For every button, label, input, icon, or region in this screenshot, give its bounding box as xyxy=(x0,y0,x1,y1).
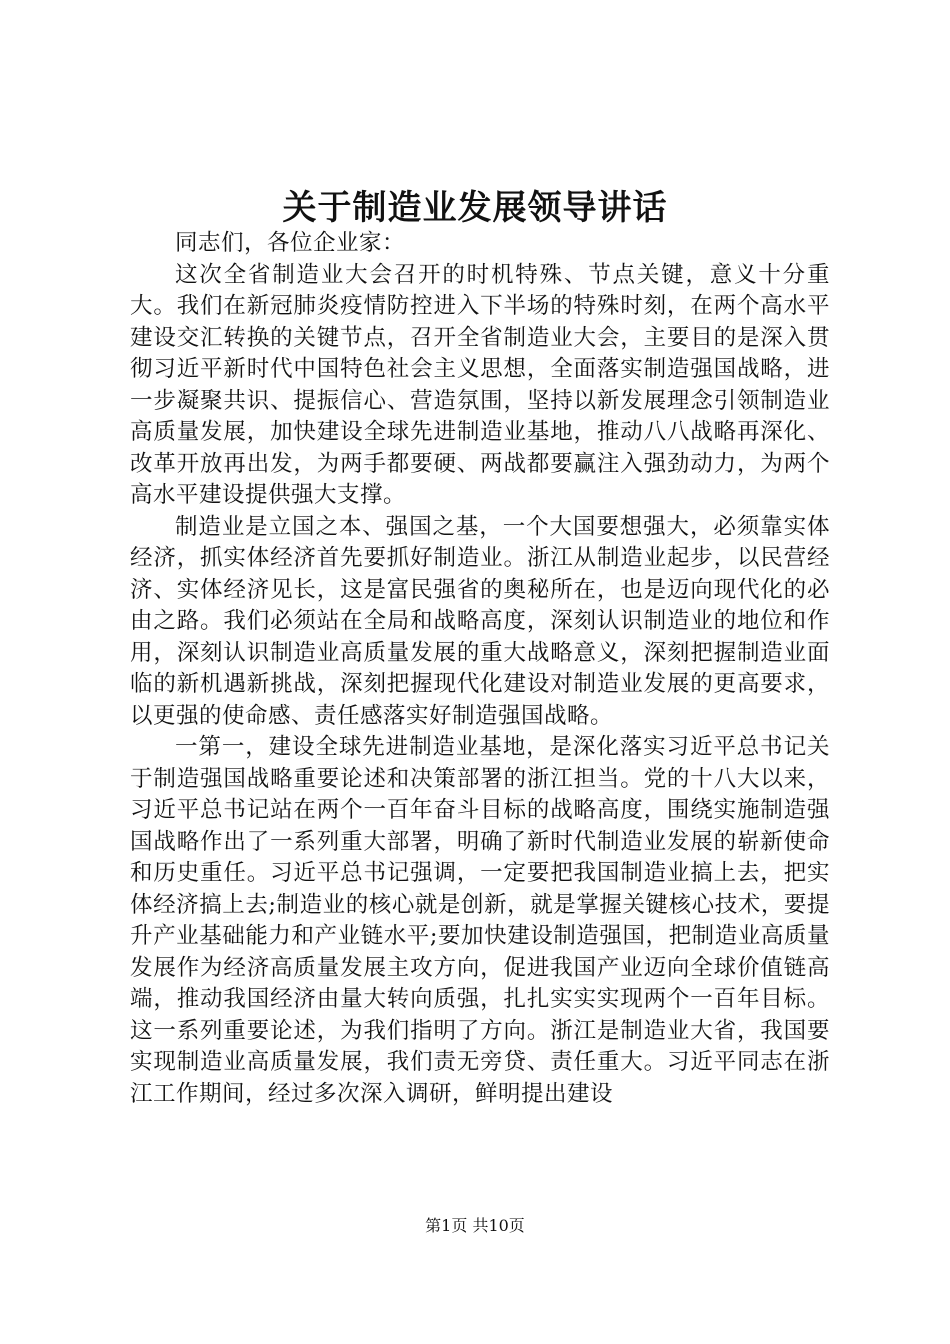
body-paragraph: 制造业是立国之本、强国之基，一个大国要想强大，必须靠实体经济，抓实体经济首先要抓好制造业。浙江从制造业起步，以民营经济、实体经济见长，这是富民强省的奥秘所在，也是迈向现代化的必由之路。我们必须站在全局和战略高度，深刻认识制造业的地位和作用，深刻认识制造业高质量发展的重大战略意义，深刻把握制造业面临的新机遇新挑战，深刻把握现代化建设对制造业发展的更高要求，以更强的使命感、责任感落实好制造强国战略。 xyxy=(130,513,830,729)
document-title: 关于制造业发展领导讲话 xyxy=(282,188,668,228)
page-number-footer: 第1页 共10页 xyxy=(425,1216,525,1235)
body-paragraph: 一第一，建设全球先进制造业基地，是深化落实习近平总书记关于制造强国战略重要论述和决策部署的浙江担当。党的十八大以来，习近平总书记站在两个一百年奋斗目标的战略高度，围绕实施制造强国战略作出了一系列重大部署，明确了新时代制造业发展的崭新使命和历史重任。习近平总书记强调，一定要把我国制造业搞上去，把实体经济搞上去;制造业的核心就是创新，就是掌握关键核心技术，要提升产业基础能力和产业链水平;要加快建设制造强国，把制造业高质量发展作为经济高质量发展主攻方向，促进我国产业迈向全球价值链高端，推动我国经济由量大转向质强，扎扎实实实现两个一百年目标。这一系列重要论述，为我们指明了方向。浙江是制造业大省，我国要实现制造业高质量发展，我们责无旁贷、责任重大。习近平同志在浙江工作期间，经过多次深入调研，鲜明提出建设 xyxy=(130,734,830,1107)
salutation-paragraph: 同志们，各位企业家： xyxy=(175,230,406,256)
body-paragraph: 这次全省制造业大会召开的时机特殊、节点关键，意义十分重大。我们在新冠肺炎疫情防控进入下半场的特殊时刻，在两个高水平建设交汇转换的关键节点，召开全省制造业大会，主要目的是深入贯彻习近平新时代中国特色社会主义思想，全面落实制造强国战略，进一步凝聚共识、提振信心、营造氛围，坚持以新发展理念引领制造业高质量发展，加快建设全球先进制造业基地，推动八八战略再深化、改革开放再出发，为两手都要硬、两战都要赢注入强劲动力，为两个高水平建设提供强大支撑。 xyxy=(130,261,830,508)
document-body xyxy=(130,228,830,1110)
